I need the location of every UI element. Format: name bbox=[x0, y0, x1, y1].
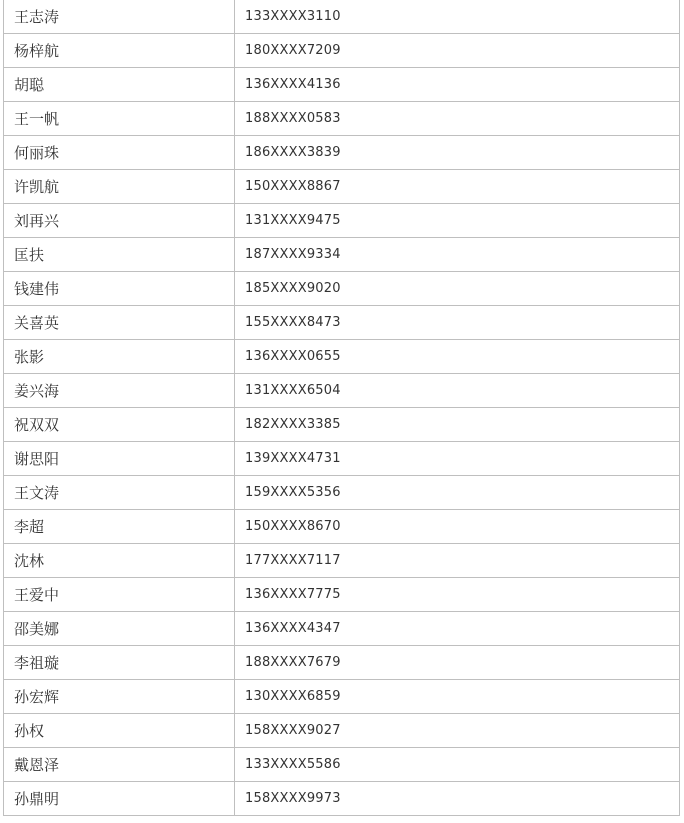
phone-cell: 136XXXX4347 bbox=[235, 612, 680, 646]
table-row bbox=[4, 714, 680, 748]
phone-cell: 131XXXX9475 bbox=[235, 204, 680, 238]
phone-cell: 177XXXX7117 bbox=[235, 544, 680, 578]
table-row bbox=[4, 306, 680, 340]
phone-cell: 131XXXX6504 bbox=[235, 374, 680, 408]
table-row bbox=[4, 170, 680, 204]
phone-cell: 155XXXX8473 bbox=[235, 306, 680, 340]
name-cell: 李祖璇 bbox=[4, 646, 235, 680]
phone-cell: 159XXXX5356 bbox=[235, 476, 680, 510]
name-cell: 许凯航 bbox=[4, 170, 235, 204]
table-row bbox=[4, 272, 680, 306]
name-cell: 谢思阳 bbox=[4, 442, 235, 476]
name-cell: 王志涛 bbox=[4, 0, 235, 34]
contact-table-body bbox=[4, 0, 680, 816]
table-row bbox=[4, 748, 680, 782]
phone-cell: 182XXXX3385 bbox=[235, 408, 680, 442]
phone-cell: 187XXXX9334 bbox=[235, 238, 680, 272]
phone-cell: 136XXXX4136 bbox=[235, 68, 680, 102]
table-row bbox=[4, 510, 680, 544]
phone-cell: 188XXXX7679 bbox=[235, 646, 680, 680]
name-cell: 姜兴海 bbox=[4, 374, 235, 408]
name-cell: 孙鼎明 bbox=[4, 782, 235, 816]
table-row bbox=[4, 408, 680, 442]
table-row bbox=[4, 646, 680, 680]
contact-table-container bbox=[3, 0, 680, 816]
name-cell: 孙权 bbox=[4, 714, 235, 748]
name-cell: 关喜英 bbox=[4, 306, 235, 340]
phone-cell: 136XXXX0655 bbox=[235, 340, 680, 374]
table-row bbox=[4, 0, 680, 34]
phone-cell: 185XXXX9020 bbox=[235, 272, 680, 306]
table-row bbox=[4, 34, 680, 68]
table-row bbox=[4, 442, 680, 476]
name-cell: 祝双双 bbox=[4, 408, 235, 442]
name-cell: 匡扶 bbox=[4, 238, 235, 272]
name-cell: 杨梓航 bbox=[4, 34, 235, 68]
phone-cell: 188XXXX0583 bbox=[235, 102, 680, 136]
name-cell: 李超 bbox=[4, 510, 235, 544]
phone-cell: 136XXXX7775 bbox=[235, 578, 680, 612]
table-row bbox=[4, 612, 680, 646]
name-cell: 张影 bbox=[4, 340, 235, 374]
table-row bbox=[4, 544, 680, 578]
name-cell: 王一帆 bbox=[4, 102, 235, 136]
table-row bbox=[4, 136, 680, 170]
name-cell: 王文涛 bbox=[4, 476, 235, 510]
phone-cell: 158XXXX9973 bbox=[235, 782, 680, 816]
name-cell: 王爱中 bbox=[4, 578, 235, 612]
phone-cell: 180XXXX7209 bbox=[235, 34, 680, 68]
name-cell: 何丽珠 bbox=[4, 136, 235, 170]
table-row bbox=[4, 68, 680, 102]
name-cell: 邵美娜 bbox=[4, 612, 235, 646]
table-row bbox=[4, 340, 680, 374]
phone-cell: 133XXXX5586 bbox=[235, 748, 680, 782]
name-cell: 钱建伟 bbox=[4, 272, 235, 306]
name-cell: 沈林 bbox=[4, 544, 235, 578]
table-row bbox=[4, 204, 680, 238]
table-row bbox=[4, 238, 680, 272]
contact-table bbox=[3, 0, 680, 816]
phone-cell: 130XXXX6859 bbox=[235, 680, 680, 714]
name-cell: 刘再兴 bbox=[4, 204, 235, 238]
phone-cell: 150XXXX8867 bbox=[235, 170, 680, 204]
phone-cell: 158XXXX9027 bbox=[235, 714, 680, 748]
name-cell: 戴恩泽 bbox=[4, 748, 235, 782]
table-row bbox=[4, 102, 680, 136]
table-row bbox=[4, 578, 680, 612]
phone-cell: 186XXXX3839 bbox=[235, 136, 680, 170]
name-cell: 孙宏辉 bbox=[4, 680, 235, 714]
name-cell: 胡聪 bbox=[4, 68, 235, 102]
table-row bbox=[4, 374, 680, 408]
phone-cell: 133XXXX3110 bbox=[235, 0, 680, 34]
phone-cell: 150XXXX8670 bbox=[235, 510, 680, 544]
table-row bbox=[4, 680, 680, 714]
phone-cell: 139XXXX4731 bbox=[235, 442, 680, 476]
table-row bbox=[4, 476, 680, 510]
table-row bbox=[4, 782, 680, 816]
